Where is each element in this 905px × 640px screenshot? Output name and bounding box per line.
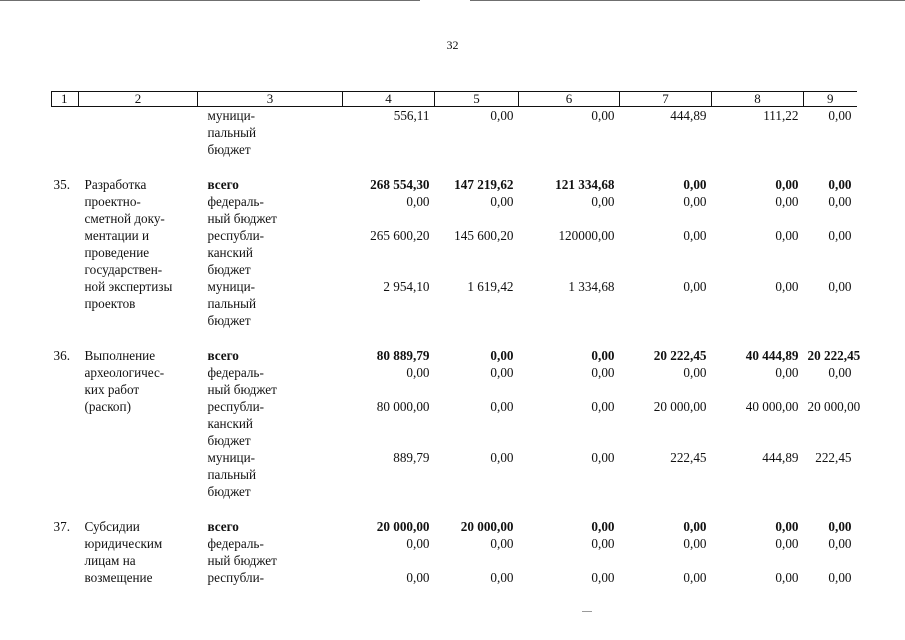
amount-cell: 222,45 xyxy=(670,450,707,465)
amount-cell: 20 000,00 xyxy=(807,399,861,414)
amount-cell: 0,00 xyxy=(683,177,707,192)
row-gap-cell xyxy=(52,329,857,347)
text-line: всего xyxy=(207,519,239,534)
table-row xyxy=(52,176,857,193)
budget-table xyxy=(51,91,861,586)
item-number: 37. xyxy=(53,519,70,534)
item-name xyxy=(79,176,198,329)
amount-cell: 0,00 xyxy=(591,519,615,534)
amount-cell: 40 000,00 xyxy=(745,399,799,414)
amount-cell: 0,00 xyxy=(775,365,799,380)
amount-cell: 0,00 xyxy=(406,194,430,209)
amount-cell: 0,00 xyxy=(828,228,852,243)
text-line: ный бюджет xyxy=(207,382,277,397)
amount-cell: 80 889,79 xyxy=(376,348,430,363)
text-line: бюджет xyxy=(207,313,251,328)
table-row xyxy=(52,107,857,159)
amount-cell: 20 222,45 xyxy=(807,348,861,363)
row-gap xyxy=(52,500,857,518)
amount-cell: 20 000,00 xyxy=(653,399,707,414)
column-header-3: 3 xyxy=(198,92,343,107)
text-line: федераль- xyxy=(207,536,264,551)
item-number: 36. xyxy=(53,348,70,363)
text-line: юридическим xyxy=(84,536,163,551)
amount-cell: 889,79 xyxy=(393,450,430,465)
amount-cell: 0,00 xyxy=(828,519,852,534)
amount-cell: 265 600,20 xyxy=(370,228,430,243)
text-line: государствен- xyxy=(84,262,163,277)
text-line: бюджет xyxy=(207,484,251,499)
text-line: пальный xyxy=(207,467,257,482)
amount-cell: 444,89 xyxy=(670,108,707,123)
page-top-edge-left xyxy=(0,0,420,1)
amount-cell: 0,00 xyxy=(775,177,799,192)
amount-cell: 0,00 xyxy=(775,279,799,294)
row-gap xyxy=(52,329,857,347)
text-line: бюджет xyxy=(207,433,251,448)
budget-level xyxy=(198,364,343,398)
budget-level xyxy=(198,518,343,535)
amount-cell: 20 222,45 xyxy=(653,348,707,363)
amount-cell: 0,00 xyxy=(683,570,707,585)
amount-cell: 0,00 xyxy=(591,348,615,363)
column-header-5: 5 xyxy=(435,92,519,107)
item-name xyxy=(79,518,198,586)
budget-level xyxy=(198,449,343,500)
amount-cell: 111,22 xyxy=(763,108,799,123)
amount-cell: 20 000,00 xyxy=(460,519,514,534)
amount-cell: 0,00 xyxy=(591,194,615,209)
text-line: пальный xyxy=(207,296,257,311)
budget-level xyxy=(198,347,343,364)
amount-cell: 145 600,20 xyxy=(454,228,514,243)
text-line: возмещение xyxy=(84,570,153,585)
text-line: федераль- xyxy=(207,365,264,380)
text-line: ной экспертизы xyxy=(84,279,173,294)
text-line: муници- xyxy=(207,279,256,294)
budget-level xyxy=(198,569,343,586)
text-line: федераль- xyxy=(207,194,264,209)
text-line: республи- xyxy=(207,570,265,585)
amount-cell: 0,00 xyxy=(490,348,514,363)
amount-cell: 1 619,42 xyxy=(467,279,514,294)
text-line: бюджет xyxy=(207,262,251,277)
amount-cell: 0,00 xyxy=(490,194,514,209)
amount-cell: 556,11 xyxy=(393,108,430,123)
column-number-header-row xyxy=(52,92,857,107)
amount-cell: 0,00 xyxy=(775,570,799,585)
column-header-7: 7 xyxy=(620,92,712,107)
amount-cell: 0,00 xyxy=(490,399,514,414)
text-line: республи- xyxy=(207,399,265,414)
text-line: всего xyxy=(207,177,239,192)
text-line: проектов xyxy=(84,296,136,311)
amount-cell: 80 000,00 xyxy=(376,399,430,414)
column-header-1: 1 xyxy=(52,92,79,107)
table-row xyxy=(52,347,857,364)
amount-cell: 0,00 xyxy=(490,570,514,585)
amount-cell: 0,00 xyxy=(828,108,852,123)
text-line: (раскоп) xyxy=(84,399,131,414)
amount-cell: 120000,00 xyxy=(558,228,615,243)
text-line: ментации и xyxy=(84,228,150,243)
amount-cell: 444,89 xyxy=(762,450,799,465)
amount-cell: 121 334,68 xyxy=(555,177,615,192)
amount-cell: 147 219,62 xyxy=(454,177,514,192)
text-line: канский xyxy=(207,416,253,431)
column-header-6: 6 xyxy=(519,92,620,107)
amount-cell: 20 000,00 xyxy=(376,519,430,534)
text-line: ких работ xyxy=(84,382,140,397)
budget-level xyxy=(198,278,343,329)
text-line: лицам на xyxy=(84,553,136,568)
page-top-edge-right xyxy=(470,0,905,1)
amount-cell: 0,00 xyxy=(775,228,799,243)
row-gap-cell xyxy=(52,500,857,518)
amount-cell: 0,00 xyxy=(490,108,514,123)
page-number: 32 xyxy=(446,38,459,52)
text-line: проектно- xyxy=(84,194,141,209)
item-name xyxy=(79,107,198,159)
amount-cell: 0,00 xyxy=(591,399,615,414)
budget-level xyxy=(198,535,343,569)
table-body xyxy=(52,107,861,587)
amount-cell: 0,00 xyxy=(683,228,707,243)
budget-level xyxy=(198,176,343,193)
amount-cell: 40 444,89 xyxy=(745,348,799,363)
amount-cell: 0,00 xyxy=(828,194,852,209)
text-line: пальный xyxy=(207,125,257,140)
text-line: муници- xyxy=(207,108,256,123)
budget-level xyxy=(198,227,343,278)
amount-cell: 1 334,68 xyxy=(568,279,615,294)
amount-cell: 0,00 xyxy=(683,194,707,209)
column-header-4: 4 xyxy=(343,92,435,107)
item-number: 35. xyxy=(53,177,70,192)
amount-cell: 0,00 xyxy=(490,365,514,380)
scan-mark xyxy=(582,611,592,612)
text-line: бюджет xyxy=(207,142,251,157)
amount-cell: 0,00 xyxy=(828,177,852,192)
amount-cell: 0,00 xyxy=(775,519,799,534)
amount-cell: 0,00 xyxy=(591,365,615,380)
text-line: археологичес- xyxy=(84,365,165,380)
amount-cell: 0,00 xyxy=(828,570,852,585)
column-header-2: 2 xyxy=(79,92,198,107)
amount-cell: 0,00 xyxy=(828,365,852,380)
amount-cell: 0,00 xyxy=(683,365,707,380)
budget-level xyxy=(198,398,343,449)
text-line: Разработка xyxy=(84,177,147,192)
text-line: республи- xyxy=(207,228,265,243)
column-header-8: 8 xyxy=(712,92,804,107)
amount-cell: 0,00 xyxy=(683,279,707,294)
budget-level xyxy=(198,107,343,159)
text-line: ный бюджет xyxy=(207,553,277,568)
text-line: муници- xyxy=(207,450,256,465)
amount-cell: 0,00 xyxy=(490,536,514,551)
budget-level xyxy=(198,193,343,227)
table-row xyxy=(52,518,857,535)
item-name xyxy=(79,347,198,500)
text-line: ный бюджет xyxy=(207,211,277,226)
amount-cell: 0,00 xyxy=(591,570,615,585)
amount-cell: 0,00 xyxy=(775,536,799,551)
amount-cell: 0,00 xyxy=(828,279,852,294)
text-line: Выполнение xyxy=(84,348,156,363)
amount-cell: 2 954,10 xyxy=(383,279,430,294)
column-header-9: 9 xyxy=(804,92,857,107)
amount-cell: 0,00 xyxy=(490,450,514,465)
amount-cell: 0,00 xyxy=(591,108,615,123)
amount-cell: 0,00 xyxy=(406,570,430,585)
row-gap-cell xyxy=(52,158,857,176)
amount-cell: 268 554,30 xyxy=(370,177,430,192)
amount-cell: 0,00 xyxy=(406,536,430,551)
amount-cell: 0,00 xyxy=(683,519,707,534)
amount-cell: 0,00 xyxy=(591,536,615,551)
amount-cell: 0,00 xyxy=(683,536,707,551)
text-line: всего xyxy=(207,348,239,363)
text-line: канский xyxy=(207,245,253,260)
amount-cell: 0,00 xyxy=(828,536,852,551)
text-line: Субсидии xyxy=(84,519,140,534)
amount-cell: 222,45 xyxy=(815,450,852,465)
text-line: проведение xyxy=(84,245,150,260)
amount-cell: 0,00 xyxy=(591,450,615,465)
amount-cell: 0,00 xyxy=(775,194,799,209)
row-gap xyxy=(52,158,857,176)
amount-cell: 0,00 xyxy=(406,365,430,380)
item-number xyxy=(52,107,79,159)
text-line: сметной доку- xyxy=(84,211,165,226)
